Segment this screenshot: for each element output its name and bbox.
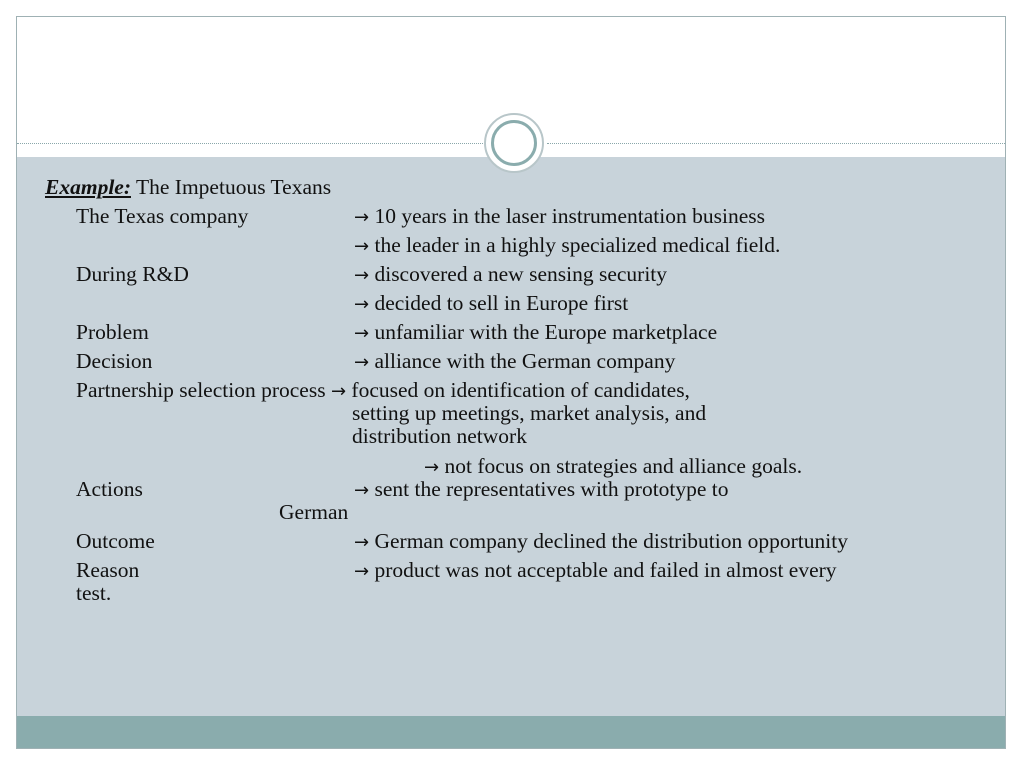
right-arrow-icon: → xyxy=(354,323,370,344)
inner-ring xyxy=(491,120,537,166)
row-item: → 10 years in the laser instrumentation business xyxy=(354,204,765,228)
row-item: → product was not acceptable and failed in almost every xyxy=(354,558,837,582)
row-item: → alliance with the German company xyxy=(354,349,676,373)
title-text: The Impetuous Texans xyxy=(136,175,332,199)
slide-footer-band xyxy=(17,716,1005,749)
right-arrow-icon: → xyxy=(424,457,440,478)
header-divider-left xyxy=(17,143,483,144)
row-item: → German company declined the distribution opportunity xyxy=(354,529,848,553)
row-item: → discovered a new sensing security xyxy=(354,262,668,286)
right-arrow-icon: → xyxy=(354,352,370,373)
header-divider-right xyxy=(547,143,1006,144)
row-label: Partnership selection process → focused on identification of candidates, xyxy=(76,378,690,402)
right-arrow-icon: → xyxy=(354,532,370,553)
right-arrow-icon: → xyxy=(354,480,370,501)
row-label: Actions xyxy=(76,477,143,501)
row-label: Outcome xyxy=(76,529,155,553)
row-item-continuation: German xyxy=(279,500,349,524)
right-arrow-icon: → xyxy=(354,294,370,315)
right-arrow-icon: → xyxy=(354,265,370,286)
right-arrow-icon: → xyxy=(354,561,370,582)
row-item: → not focus on strategies and alliance goals. xyxy=(424,454,803,478)
right-arrow-icon: → xyxy=(330,381,347,402)
row-item: → unfamiliar with the Europe marketplace xyxy=(354,320,718,344)
row-item-continuation: setting up meetings, market analysis, and xyxy=(352,401,707,425)
title-key: Example: xyxy=(45,175,131,199)
concentric-circle-icon xyxy=(484,113,544,173)
right-arrow-icon: → xyxy=(354,207,370,228)
row-label: Decision xyxy=(76,349,153,373)
row-label: Reason xyxy=(76,558,140,582)
slide xyxy=(16,16,1006,749)
row-label: During R&D xyxy=(76,262,189,286)
row-item: → decided to sell in Europe first xyxy=(354,291,629,315)
row-label: The Texas company xyxy=(76,204,249,228)
slide-title xyxy=(45,175,331,199)
row-item: → sent the representatives with prototype to xyxy=(354,477,729,501)
right-arrow-icon: → xyxy=(354,236,370,257)
row-item-continuation: distribution network xyxy=(352,424,527,448)
row-item: → the leader in a highly specialized medical field. xyxy=(354,233,781,257)
row-label: Problem xyxy=(76,320,149,344)
row-item-continuation: test. xyxy=(76,581,112,605)
